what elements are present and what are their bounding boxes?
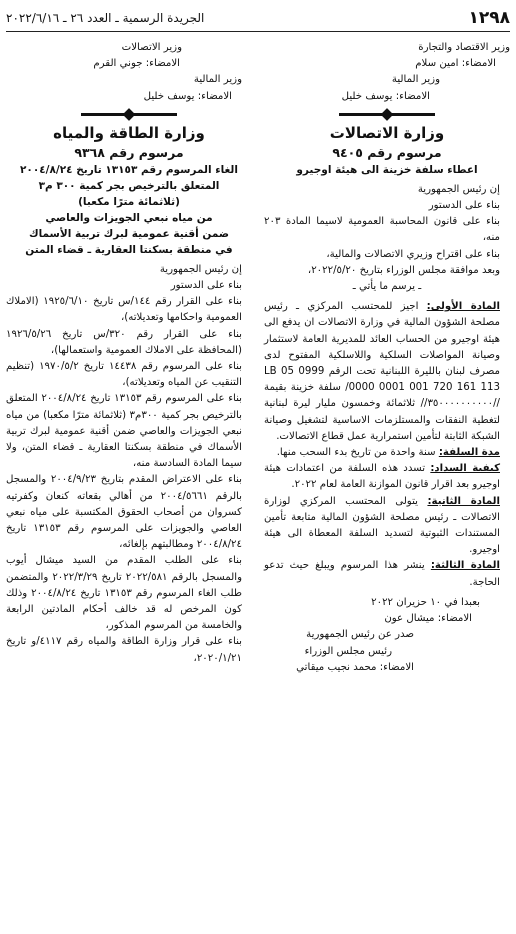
left-column [6, 40, 252, 667]
issued-by: صدر عن رئيس الجمهورية [306, 629, 414, 641]
decree-subject-line: (ثلاثمائة مترًا مكعبا) [78, 195, 180, 208]
decree-subject-line: المتعلق بالترخيص بجر كمية ٣٠٠ م٣ [38, 179, 220, 192]
minister-title: وزير المالية [391, 74, 440, 86]
header-rule [6, 31, 510, 32]
right-column [264, 40, 510, 676]
gazette-header: الجريدة الرسمية ـ العدد ٢٦ ـ ٢٠٢٢/٦/١٦ [6, 11, 205, 25]
ministry-title: وزارة الاتصالات [329, 123, 445, 142]
section-separator [339, 113, 435, 116]
page-header [6, 6, 510, 30]
body-paragraph: بناء على القرار رقم ٣٢٠/س تاريخ ١٩٢٦/٥/٢٦ (المحافظة على الاملاك العمومية واستعمالها)، [6, 328, 242, 356]
body-paragraph: بناء على الدستور [170, 280, 242, 292]
decree-subject-line: في منطقة بسكنتا العقارية ـ قضاء المتن [25, 243, 233, 256]
decree-date: بعبدا في ١٠ حزيران ٢٠٢٢ [371, 596, 480, 608]
article-heading: المادة الأولى: [426, 301, 500, 313]
body-paragraph: بناء على المرسوم رقم ١٣١٥٣ تاريخ ٢٠٠٤/٨/٢٤ المتعلق بالترخيص بجر كمية ٣٠٠م٣ (ثلاثمائة مترًا مكعبا) من مياه نبعي الجويزات والعاصي ضمن أقنية عمومية لبرك تربية الأسماك في منطقة بسكنتا العقارية ـ قضاء المتن، ولا سيما المادة السادسة منه، [6, 393, 243, 470]
preamble-line: بناء على الدستور [428, 200, 500, 212]
minister-title: وزير الاقتصاد والتجارة [418, 42, 510, 53]
signature: الامضاء: جوني القرم [93, 58, 180, 70]
article-1 [264, 299, 510, 445]
decree-number: مرسوم رقم ٩٣٦٨ [74, 144, 184, 160]
signature: الامضاء: امين سلام [415, 58, 496, 70]
body-paragraph: بناء على الطلب المقدم من السيد ميشال أيوب والمسجل بالرقم ٢٠٢٢/٥٨١ تاريخ ٢٠٢٢/٣/٢٩ والمتضمن طلب الغاء المرسوم رقم ١٣١٥٣ تاريخ ٢٠٠٤/٨/٢٤ وذلك كون المرخص له قد خالف أحكام المادتين الرابعة والخامسة من المرسوم المذكور، [6, 555, 242, 632]
prime-minister-title: رئيس مجلس الوزراء [304, 645, 392, 657]
article-heading: مدة السلفة: [438, 447, 500, 459]
decree-subject-line: الغاء المرسوم رقم ١٣١٥٣ تاريخ ٢٠٠٤/٨/٢٤ [20, 163, 238, 176]
article-3 [264, 558, 510, 590]
repayment-method [264, 461, 510, 493]
preamble-line: إن رئيس الجمهورية [417, 183, 500, 195]
decree-number: مرسوم رقم ٩٤٠٥ [332, 144, 442, 160]
article-text: تسدد هذه السلفة من اعتمادات هيئة اوجيرو بعد اقرار قانون الموازنة العامة لعام ٢٠٢٢. [264, 463, 500, 491]
article-heading: المادة الثالثة: [430, 560, 500, 572]
signature: الامضاء: يوسف خليل [341, 90, 430, 102]
body-paragraph: بناء على المرسوم رقم ١٤٤٣٨ تاريخ ١٩٧٠/٥/٢ (تنظيم التنقيب عن المياه وتعديلاته)، [6, 361, 242, 389]
preamble-line: بناء على اقتراح وزيري الاتصالات والمالية، [326, 248, 500, 260]
advance-duration [264, 445, 510, 461]
decree-subject-line: ضمن أقنية عمومية لبرك تربية الأسماك [28, 227, 230, 240]
minister-title: وزير المالية [193, 74, 242, 86]
decree-subject-line: من مياه نبعي الجويزات والعاصي [45, 211, 213, 224]
article-text: يتولى المحتسب المركزي لوزارة الاتصالات ـ رئيس مصلحة الشؤون المالية متابعة تأمين المستندات الثبوتية لتسديد السلفة المعطاة الى هيئة اوجيرو. [264, 495, 500, 556]
article-text: ينشر هذا المرسوم ويبلغ حيث تدعو الحاجة. [264, 560, 500, 588]
decree-formula: ـ يرسم ما يأتي ـ [352, 281, 422, 293]
page-number: ١٢٩٨ [468, 8, 510, 28]
decree-subject: اعطاء سلفة خزينة الى هيئة اوجيرو [296, 163, 478, 176]
article-text: سنة واحدة من تاريخ بدء السحب منها. [276, 447, 436, 459]
article-heading: المادة الثانية: [427, 495, 500, 507]
signature: الامضاء: يوسف خليل [143, 90, 232, 102]
president-signature: الامضاء: ميشال عون [384, 613, 472, 625]
article-heading: كيفية السداد: [430, 463, 500, 475]
prime-minister-signature: الامضاء: محمد نجيب ميقاتي [296, 661, 414, 673]
body-paragraph: بناء على القرار رقم ١٤٤/س تاريخ ١٩٢٥/٦/١٠ (الاملاك العمومية واحكامها وتعديلاته)، [6, 296, 242, 324]
article-2 [264, 494, 510, 559]
preamble-line: وبعد موافقة مجلس الوزراء بتاريخ ٢٠٢٢/٥/٢٠، [307, 264, 500, 276]
body-paragraph: إن رئيس الجمهورية [159, 263, 242, 275]
preamble-line: بناء على قانون المحاسبة العمومية لاسيما المادة ٢٠٣ منه، [264, 216, 500, 244]
article-text: اجيز للمحتسب المركزي ـ رئيس مصلحة الشؤون المالية في وزارة الاتصالات ان يدفع الى هيئة اوجيرو من الحساب العائد للمديرية العامة لاستثمار وصيانة المواصلات السلكية واللاسلكية المفتوح لدى مصرف لبنان بالليرة اللبنانية تحت الرقم LB 05 0999 0000 0001 001 720 161 113/ سلفة خزينة بقيمة //٣٥٠٠٠٠٠٠٠٠٠٠// ثلاثمائة وخمسون مليار ليرة لبنانية لتغطية النفقات والمستلزمات الاساسية لتشغيل وصيانة الشبكة الثابتة لتأمين استمرارية عمل قطاع الاتصالات. [264, 301, 500, 442]
section-separator [81, 113, 177, 116]
ministry-title: وزارة الطاقة والمياه [53, 123, 205, 142]
body-paragraph: بناء على قرار وزارة الطاقة والمياه رقم ٤١١٧/و تاريخ ٢٠٢٠/١/٢١، [6, 636, 242, 664]
body-paragraph: بناء على الاعتراض المقدم بتاريخ ٢٠٠٤/٩/٢٣ والمسجل بالرقم ٢٠٠٤/٥٦٦١ من أهالي بقعاته كنعان وكفرتيه كسروان من أصحاب الحقوق المكتسبة على مياه نبعي العاصي والجويزات على المرسوم رقم ١٣١٥٣ تاريخ ٢٠٠٤/٨/٢٤ ومطالبتهم بإلغائه، [6, 474, 243, 551]
minister-title: وزير الاتصالات [121, 42, 182, 53]
